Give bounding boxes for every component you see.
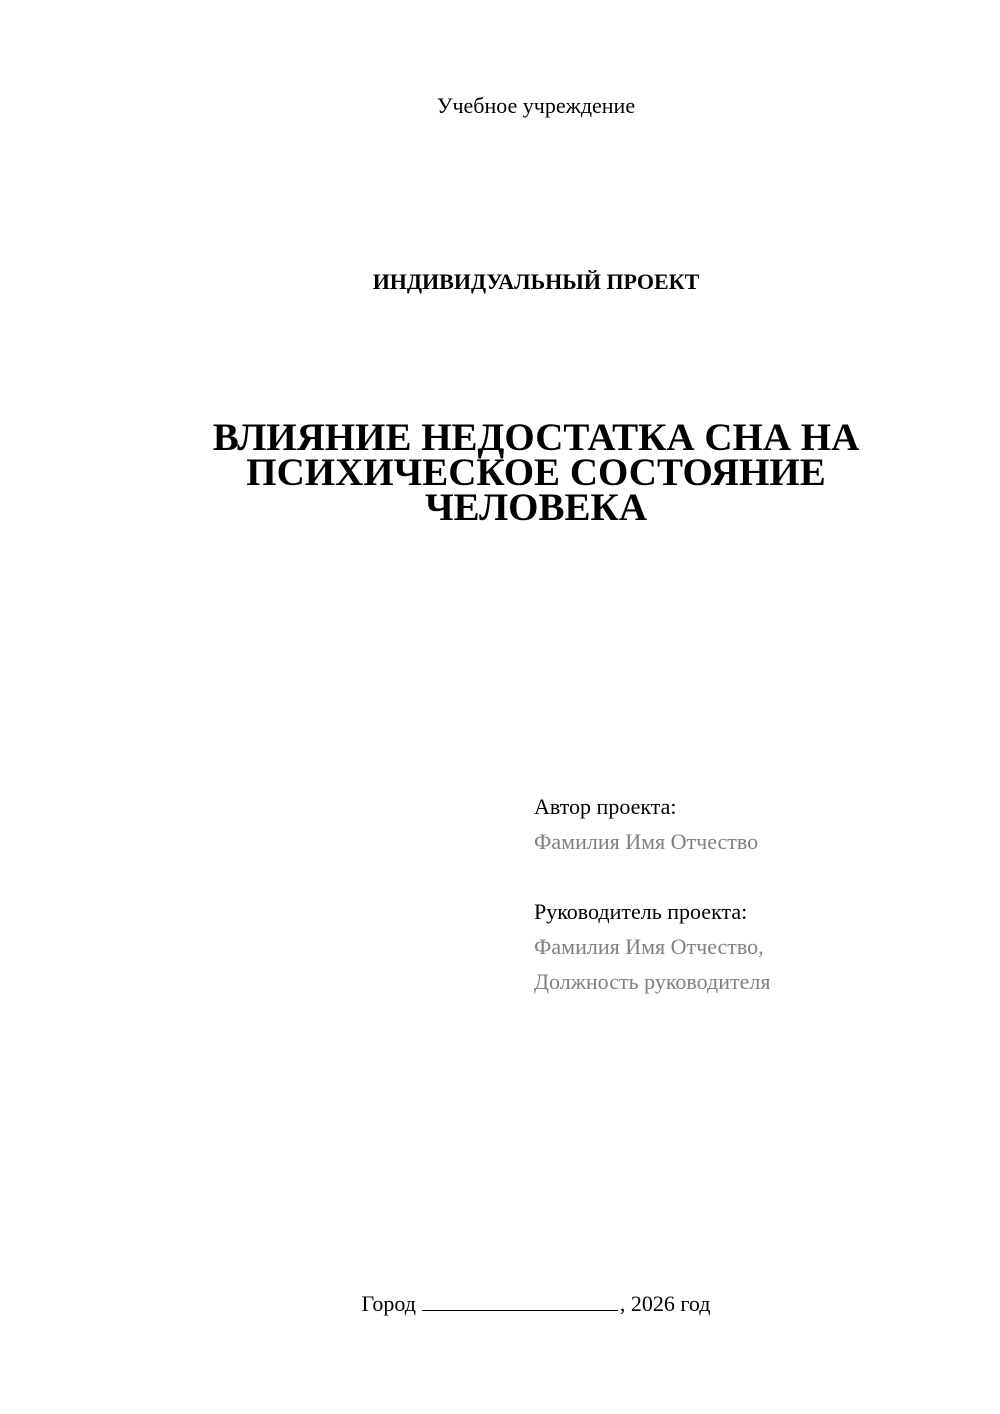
project-title-line: ЧЕЛОВЕКА bbox=[425, 486, 647, 529]
spacer bbox=[534, 859, 974, 894]
city-label: Город bbox=[361, 1291, 416, 1316]
author-label: Автор проекта: bbox=[534, 794, 677, 819]
document-type: ИНДИВИДУАЛЬНЫЙ ПРОЕКТ bbox=[372, 269, 700, 294]
author-name: Фамилия Имя Отчество bbox=[534, 829, 759, 854]
supervisor-label: Руководитель проекта: bbox=[534, 899, 748, 924]
project-title bbox=[0, 416, 1000, 529]
year-text: , 2026 год bbox=[619, 1291, 711, 1316]
project-title-line: ПСИХИЧЕСКОЕ СОСТОЯНИЕ bbox=[246, 451, 826, 494]
project-credits bbox=[534, 789, 974, 999]
supervisor-name: Фамилия Имя Отчество, bbox=[534, 934, 764, 959]
institution-name: Учебное учреждение bbox=[436, 93, 636, 118]
city-blank-line bbox=[422, 1292, 618, 1311]
project-title-line: ВЛИЯНИЕ НЕДОСТАТКА СНА НА bbox=[212, 416, 860, 459]
supervisor-position: Должность руководителя bbox=[534, 969, 771, 994]
city-year-line bbox=[0, 1290, 1000, 1318]
